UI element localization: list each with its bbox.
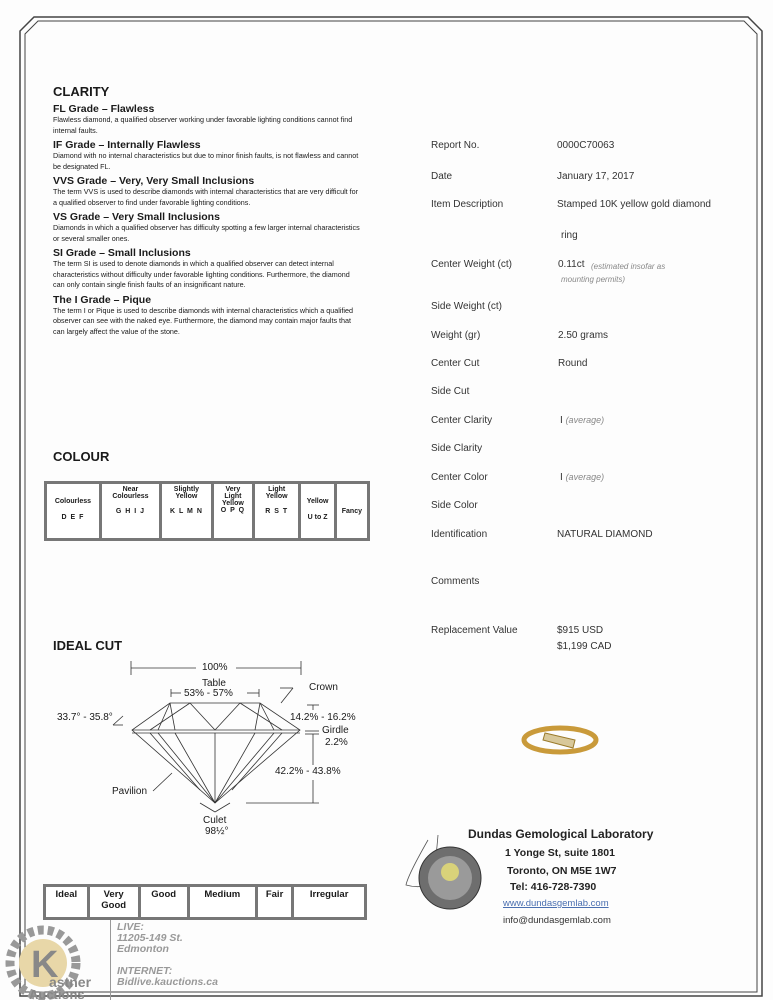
field-label: Center Clarity xyxy=(431,415,493,426)
field-label: Replacement Value xyxy=(431,625,518,636)
live-city: Edmonton xyxy=(117,943,169,955)
field-value: I (average) xyxy=(560,472,605,483)
ring-photo xyxy=(515,718,605,763)
kastner-logo xyxy=(5,925,105,1000)
field-value: 0.11ct xyxy=(558,259,585,270)
field-label: Report No. xyxy=(431,140,480,151)
field-value: $915 USD xyxy=(557,625,604,636)
grade-heading: IF Grade – Internally Flawless xyxy=(53,139,201,151)
cut-grade-scale xyxy=(43,884,367,920)
field-label: Side Cut xyxy=(431,386,470,397)
ideal-cut-title: IDEAL CUT xyxy=(53,638,123,653)
culet-label: Culet xyxy=(203,815,227,826)
crown-height-label: 14.2% - 16.2% xyxy=(290,712,356,723)
lab-phone: Tel: 416-728-7390 xyxy=(510,881,597,893)
table-label: Table xyxy=(202,678,226,689)
live-label: LIVE: xyxy=(117,921,144,933)
internet-label: INTERNET: xyxy=(117,965,173,977)
field-label: Comments xyxy=(431,576,480,587)
lab-name: Dundas Gemological Laboratory xyxy=(468,827,654,841)
lab-address1: 1 Yonge St, suite 1801 xyxy=(505,847,615,859)
field-value: January 17, 2017 xyxy=(557,171,635,182)
field-label: Side Weight (ct) xyxy=(431,301,502,312)
field-label: Side Clarity xyxy=(431,443,483,454)
field-label: Center Cut xyxy=(431,358,480,369)
grade-text: Diamonds in which a qualified observer has difficulty spotting a few larger internal characteristics or several smaller ones. xyxy=(53,223,360,243)
cut-grade-cell: Irregular xyxy=(294,887,364,917)
cut-grade-cell: Medium xyxy=(190,887,255,917)
culet-angle-label: 98½° xyxy=(205,826,229,837)
live-address: 11205-149 St. xyxy=(117,932,183,944)
internet-url: Bidlive.kauctions.ca xyxy=(117,976,218,988)
cut-grade-cell: Fair xyxy=(258,887,291,917)
colour-cell: Very Light Yellow O P Q xyxy=(214,484,252,538)
girdle-label: Girdle xyxy=(322,725,349,736)
colour-cell: Light Yellow R S T xyxy=(255,484,298,538)
clarity-title: CLARITY xyxy=(53,84,110,99)
colour-cell: Fancy xyxy=(337,484,367,538)
field-label: Center Weight (ct) xyxy=(431,259,512,270)
svg-text:astner: astner xyxy=(49,974,92,990)
grade-heading: VVS Grade – Very, Very Small Inclusions xyxy=(53,175,255,187)
field-value: 0000C70063 xyxy=(557,140,615,151)
field-value: NATURAL DIAMOND xyxy=(557,529,653,540)
pavilion-depth-label: 42.2% - 43.8% xyxy=(275,766,341,777)
field-value: Round xyxy=(558,358,588,369)
crown-label: Crown xyxy=(309,682,338,693)
colour-title: COLOUR xyxy=(53,449,110,464)
field-label: Identification xyxy=(431,529,488,540)
lab-address2: Toronto, ON M5E 1W7 xyxy=(507,865,617,877)
grade-heading: FL Grade – Flawless xyxy=(53,103,155,115)
grade-heading: The I Grade – Pique xyxy=(53,293,152,306)
field-value-cont: ring xyxy=(561,230,578,241)
grade-heading: SI Grade – Small Inclusions xyxy=(53,247,191,259)
colour-cell: Near Colourless G H I J xyxy=(102,484,159,538)
pavilion-label: Pavilion xyxy=(112,786,148,797)
field-value: 2.50 grams xyxy=(558,330,609,341)
grade-text: The term SI is used to denote diamonds in which a qualified observer can detect internal characteristics without difficulty under favorable lighting conditions. Furthermore, the diamond can only contain single finish faults of an insignificant nature. xyxy=(53,259,350,289)
cut-grade-cell: Ideal xyxy=(46,887,87,917)
field-value: Stamped 10K yellow gold diamond xyxy=(557,199,711,210)
field-value: I (average) xyxy=(560,415,605,426)
hologram-seal xyxy=(398,830,488,915)
lab-email: info@dundasgemlab.com xyxy=(503,915,611,926)
cut-grade-cell: Very Good xyxy=(90,887,138,917)
field-note: (estimated insofar as mounting permits) xyxy=(561,262,666,284)
girdle-pct-label: 2.2% xyxy=(325,737,348,748)
svg-text:K: K xyxy=(31,944,59,986)
colour-cell: Colourless D E F xyxy=(47,484,99,538)
colour-cell: Slightly Yellow K L M N xyxy=(162,484,211,538)
svg-text:Auctions: Auctions xyxy=(29,987,85,1000)
field-value-cont: $1,199 CAD xyxy=(557,641,612,652)
crown-angle-label: 33.7° - 35.8° xyxy=(57,712,113,723)
field-label: Weight (gr) xyxy=(431,330,481,341)
cut-grade-cell: Good xyxy=(141,887,187,917)
field-label: Side Color xyxy=(431,500,478,511)
lab-website-link[interactable]: www.dundasgemlab.com xyxy=(503,898,609,909)
field-label: Item Description xyxy=(431,199,504,210)
grade-heading: VS Grade – Very Small Inclusions xyxy=(53,211,220,223)
grade-text: Diamond with no internal characteristics but due to minor finish faults, is not flawless and cannot be designated FL. xyxy=(53,151,359,171)
grade-text: The term I or Pique is used to describe diamonds with internal characteristics which a qualified observer can see with the naked eye. Furthermore, the diamond may contain major faults that can largely affect the value of the stone. xyxy=(53,305,354,336)
field-label: Date xyxy=(431,171,453,182)
grade-text: Flawless diamond, a qualified observer working under favorable lighting conditions cannot find internal faults. xyxy=(53,115,353,135)
grade-text: The term VVS is used to describe diamonds with internal characteristics that are very difficult for a qualified observer to find under favorable lighting conditions. xyxy=(53,187,359,207)
table-pct-label: 53% - 57% xyxy=(184,688,233,699)
width-label: 100% xyxy=(202,662,228,673)
colour-cell: Yellow U to Z xyxy=(301,484,333,538)
field-label: Center Color xyxy=(431,472,488,483)
